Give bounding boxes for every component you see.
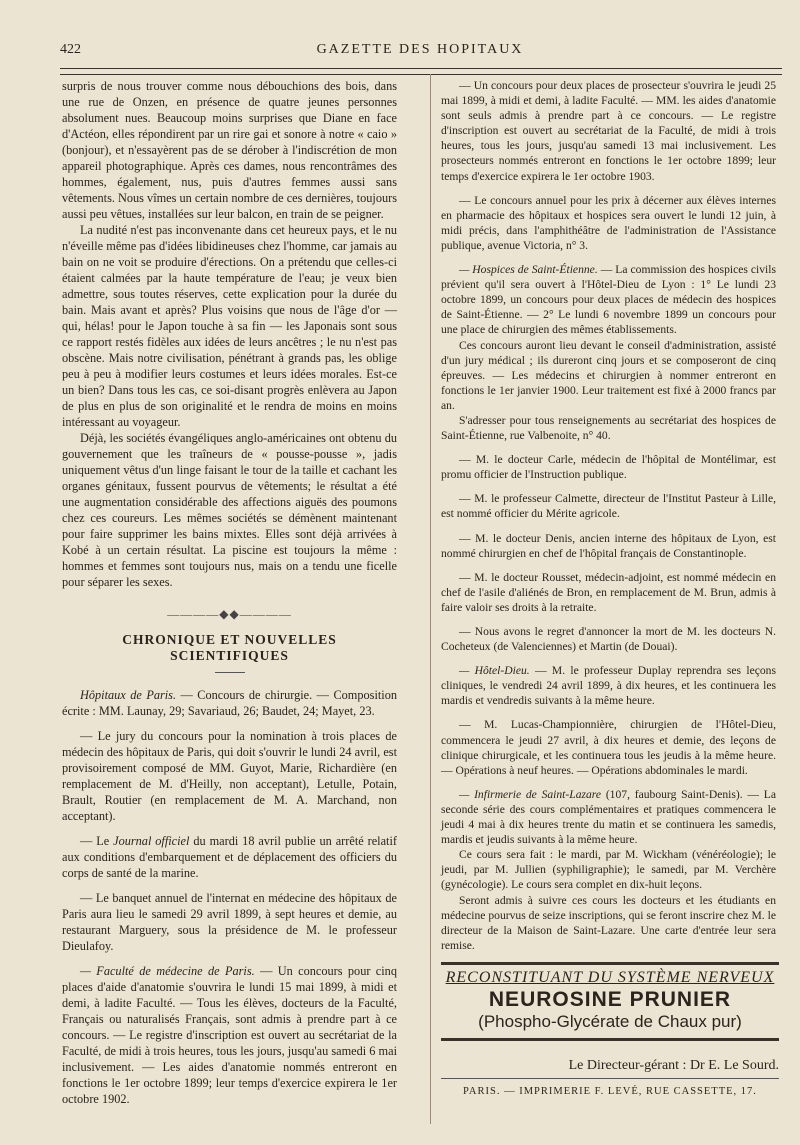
left-column xyxy=(62,78,397,1107)
header-rule xyxy=(60,68,782,75)
advertisement xyxy=(441,962,779,1041)
news-item: — M. le docteur Denis, ancien interne des hôpitaux de Lyon, est nommé chirurgien en chef de l'hôpital français de Constantinople. xyxy=(441,531,776,560)
news-item: Ce cours sera fait : le mardi, par M. Wickham (vénéréologie); le jeudi, par M. Jullien (syphiligraphie); le samedi, par M. Verchère (gynécologie). Le cours sera complet en dix-huit leçons. xyxy=(441,848,776,892)
news-item: — Un concours pour deux places de prosecteur s'ouvrira le jeudi 25 mai 1899, à midi et demi, à ladite Faculté. — MM. les aides d'anatomie sont seuls admis à prendre part à ce concours. — Le registre d'inscription est ouvert au secrétariat de la Faculté, de midi à trois heures, tous les jours, jusqu'au samedi 13 mai inclusivement. Les prosecteurs nommés entreront en fonctions le 1er octobre 1899; leur temps d'exercice expirera le 1er octobre 1903. xyxy=(441,79,776,183)
article-paragraph: surpris de nous trouver comme nous débouchions des bois, dans une rue de Onzen, en présence de quatre jeunes personnes absolument nues. Beaucoup moins surprises que Diane en face d'Actéon, elles répondirent par un rire gai et sonore à notre « caio » (bonjour), et n'essayèrent pas de se dérober à l'indiscrétion de mon appareil photographique. Après ces dames, nous rencontrâmes des hommes, également, nus, puis d'autres femmes aussi sans vêtements. Nous vîmes un certain nombre de ces dernières, toujours aussi peu vêtues, installées sur leur balcon, en train de se peigner. xyxy=(62,79,397,221)
news-item: — Le jury du concours pour la nomination à trois places de médecin des hôpitaux de Paris, qui doit s'ouvrir le lundi 24 avril, est provisoirement composé de MM. Guyot, Marie, Richardière (en remplacement de M. d'Heilly, non acceptant), Letulle, Potain, Brault, Routier (en remplacement de M. A. Marchand, non acceptant). xyxy=(62,729,397,823)
manager-signature: Le Directeur-gérant : Dr E. Le Sourd. xyxy=(568,1058,779,1073)
ad-product-name: NEUROSINE PRUNIER xyxy=(488,988,732,1011)
news-item: — Infirmerie de Saint-Lazare (107, faubourg Saint-Denis). — La seconde série des cours complémentaires et pratiques commencera le jeudi 4 mai à dix heures trente du matin et se continuera les samedis, mardis et jeudis suivants à la même heure. xyxy=(441,787,776,847)
news-item-title: — Hospices de Saint-Étienne. xyxy=(459,263,598,277)
article-paragraph: Déjà, les sociétés évangéliques anglo-américaines ont obtenu du gouvernement que les traîneurs de « pousse-pousse », jadis uniquement vêtus d'un linge faisant le tour de la taille et cachant les organes génitaux, fussent pourvus de vêtements; le résultat a été une augmentation considérable des affections aiguës des poumons chez ces coureurs. Les mêmes sociétés se démènent maintenant pour faire supprimer les bains mixtes. Elles sont déjà arrivées à Kobé à un certain résultat. La piscine est toujours la même : hommes et femmes sont toujours nus, mais on a tendu une ficelle pour séparer les sexes. xyxy=(62,431,397,589)
news-item-title: — Infirmerie de Saint-Lazare xyxy=(459,787,602,801)
news-item: — Le banquet annuel de l'internat en médecine des hôpitaux de Paris aura lieu le samedi 29 avril 1899, à sept heures et demie, au restaurant Marguery, sous la présidence de M. le professeur Dieulafoy. xyxy=(62,891,397,953)
news-item-title: Journal officiel xyxy=(113,834,190,848)
news-item: — Le Journal officiel du mardi 18 avril publie un arrêté relatif aux conditions d'embarquement et de déplacement des officiers du corps de santé de la marine. xyxy=(62,834,397,880)
journal-title: GAZETTE DES HOPITAUX xyxy=(316,42,524,57)
news-item: — M. Lucas-Championnière, chirurgien de l'Hôtel-Dieu, commencera le jeudi 27 avril, à dix heures et demie, des leçons de clinique chirurgicale, et les continuera tous les jeudis à la même heure. — Opérations à neuf heures. — Opérations abdominales le mardi. xyxy=(441,718,776,777)
ad-tagline: RECONSTITUANT DU SYSTÈME NERVEUX xyxy=(445,969,775,986)
news-item-title: Hôpitaux de Paris. xyxy=(80,688,177,702)
news-item: — Faculté de médecine de Paris. — Un concours pour cinq places d'aide d'anatomie s'ouvrira le lundi 15 mai 1899, à midi et demi, à ladite Faculté. — Tous les élèves, docteurs de la Faculté, Français ou naturalisés Français, sont admis à prendre part à ce concours. — Le registre d'inscription est ouvert au secrétariat de la Faculté, de midi à trois heures, tous les jours, jusqu'au samedi 6 mai inclusivement. — Les aides d'anatomie nommés entreront en fonctions le 1er octobre 1899; leur temps d'exercice expirera le 1er octobre 1902. xyxy=(62,964,397,1106)
news-item: — M. le docteur Rousset, médecin-adjoint, est nommé médecin en chef de l'asile d'aliénés de Bron, en remplacement de M. Brun, admis à faire valoir ses droits à la retraite. xyxy=(441,570,776,614)
article-paragraph: La nudité n'est pas inconvenante dans cet heureux pays, et le nu n'éveille même pas d'idées libidineuses chez l'homme, car jamais au bain on ne voit se produire d'érections. On a prétendu que celles-ci étaient calmées par la haute température de l'eau; je veux bien admettre, sous toutes réserves, cette explication pour la durée du bain. Mais avant et après? Plus voisins que nous de l'âge d'or — qui, hélas! pour le Japon touche à sa fin — les Japonais sont sous ce rapport restés fidèles aux idées de leurs ancêtres ; le nu n'est pas obscène. Mais notre civilisation, pénétrant à grands pas, les oblige peu à peu à modifier leurs costumes et leurs idées morales. Est-ce un bien? Dans tous les cas, ce soi-disant progrès enlèvera au Japon de plus en plus de son originalité et le rendra de moins en moins intéressant au voyageur. xyxy=(62,223,397,429)
column-divider xyxy=(430,74,431,1124)
section-heading: CHRONIQUE ET NOUVELLES SCIENTIFIQUES xyxy=(122,632,337,663)
page-header xyxy=(60,42,780,64)
news-item: Seront admis à suivre ces cours les docteurs et les étudiants en médecine pourvus de seize inscriptions, qui se feront inscrire chez M. le directeur de la Maison de Saint-Lazare. Une carte d'entrée leur sera remise. xyxy=(441,893,776,952)
news-item-title: — Hôtel-Dieu. xyxy=(459,664,530,678)
news-item: — Le concours annuel pour les prix à décerner aux élèves internes en pharmacie des hôpitaux et hospices sera ouvert le lundi 12 juin, à midi précis, dans l'amphithéâtre de l'administration de l'Assistance publique, avenue Victoria, n° 3. xyxy=(441,193,776,252)
news-item: Hôpitaux de Paris. — Concours de chirurgie. — Composition écrite : MM. Launay, 29; Savariaud, 26; Baudet, 24; Mayet, 23. xyxy=(62,688,397,718)
section-ornament: ————◆◆———— xyxy=(167,607,292,621)
news-item: S'adresser pour tous renseignements au secrétariat des hospices de Saint-Étienne, rue Valbenoite, n° 40. xyxy=(441,413,776,443)
news-item: — Hôtel-Dieu. — M. le professeur Duplay reprendra ses leçons cliniques, le vendredi 24 avril 1899, à dix heures, et les continuera les mardis et vendredis suivants à la même heure. xyxy=(441,664,776,708)
news-item-title: — Faculté de médecine de Paris. xyxy=(80,964,255,978)
page-number: 422 xyxy=(60,42,81,57)
news-item: — Nous avons le regret d'annoncer la mort de M. les docteurs N. Cocheteux (de Valenciennes) et Martin (de Douai). xyxy=(441,625,776,654)
news-item: — M. le professeur Calmette, directeur de l'Institut Pasteur à Lille, est nommé officier du Mérite agricole. xyxy=(441,492,776,521)
footer-rule xyxy=(441,1078,779,1079)
news-item: Ces concours auront lieu devant le conseil d'administration, assisté d'un jury médical ; ils dureront cinq jours et se composeront de cinq épreuves. — Les médecins et chirurgien à nommer entreront en fonctions le 1er janvier 1900. Leur traitement est fixé à 2000 francs par an. xyxy=(441,338,776,412)
right-column xyxy=(441,78,776,953)
printer-imprint: PARIS. — IMPRIMERIE F. LEVÉ, RUE CASSETTE, 17. xyxy=(463,1086,757,1097)
news-item: — Hospices de Saint-Étienne. — La commission des hospices civils prévient qu'il sera ouvert à l'Hôtel-Dieu de Lyon : 1° Le lundi 23 octobre 1899, un concours pour deux places de médecin des hospices de Saint-Étienne. — 2° Le lundi 6 novembre 1899 un concours pour une place de chirurgien des mêmes établissements. xyxy=(441,263,776,337)
news-item: — M. le docteur Carle, médecin de l'hôpital de Montélimar, est promu officier de l'Instruction publique. xyxy=(441,453,776,482)
section-rule xyxy=(215,672,245,673)
ad-composition: (Phospho-Glycérate de Chaux pur) xyxy=(478,1012,742,1031)
